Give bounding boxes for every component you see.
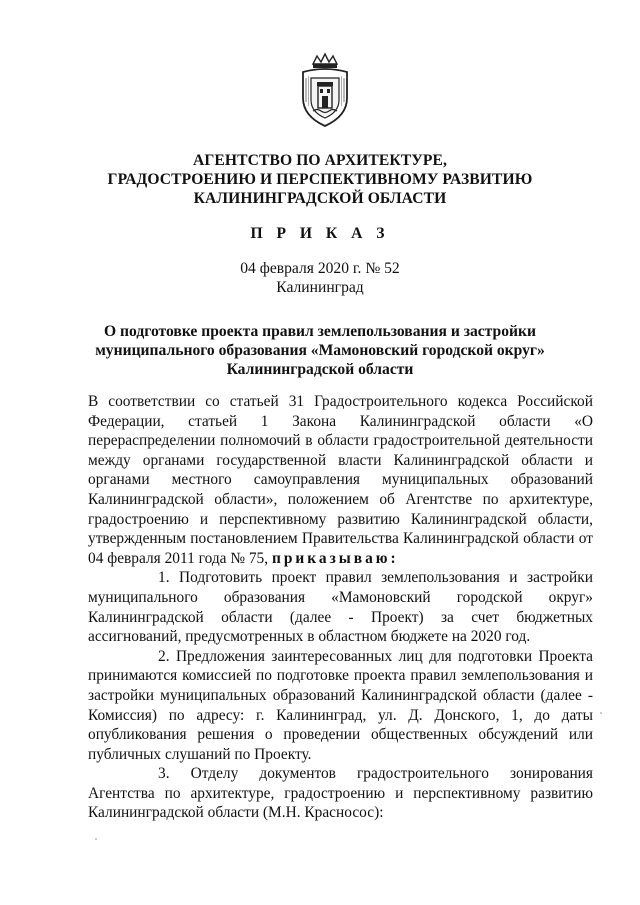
scan-speck <box>600 712 602 714</box>
coat-of-arms-emblem <box>295 50 355 130</box>
item-2-paragraph: 2. Предложения заинтересованных лиц для подготовки Проекта принимаются комиссией по подготовке проекта правил землепользования и застройки муниципальных образований Калининградской области (далее - Комиссия) по адресу: г. Калининград, ул. Д. Донского, 1, до даты опубликования решения о проведении общественных обсуждений или публичных слушаний по Проекту. <box>88 647 593 763</box>
item-1-paragraph: 1. Подготовить проект правил землепользования и застройки муниципального образования «Мамоновский городской округ» Калининградской области (далее - Проект) за счет бюджетных ассигнований, предусмотренных в областном бюджете на 2020 год. <box>88 569 593 646</box>
order-subject <box>60 322 580 379</box>
subject-line-2: муниципального образования «Мамоновский городской округ» <box>95 342 545 359</box>
agency-line-1: АГЕНТСТВО ПО АРХИТЕКТУРЕ, <box>193 152 447 169</box>
order-date-number: 04 февраля 2020 г. № 52 <box>240 260 400 277</box>
scan-speck <box>95 838 97 840</box>
subject-line-1: О подготовке проекта правил землепользования и застройки <box>104 323 536 340</box>
intro-paragraph <box>88 392 593 568</box>
agency-line-2: ГРАДОСТРОЕНИЮ И ПЕРСПЕКТИВНОМУ РАЗВИТИЮ <box>107 171 533 188</box>
item-3-paragraph: 3. Отделу документов градостроительного зонирования Агентства по архитектуре, градостроению и перспективному развитию Калининградской области (М.Н. Красносос): <box>88 765 593 822</box>
intro-text: В соответствии со статьей 31 Градостроительного кодекса Российской Федерации, статьей 1 Закона Калининградской области «О перераспределении полномочий в области градостроительной деятельности между органами государственной власти Калининградской области и органами местного самоуправления муниципальных образований Калининградской области», положением об Агентстве по архитектуре, градостроению и перспективному развитию Калининградской области, утвержденным постановлением Правительства Калининградской области от 04 февраля 2011 года № 75, <box>88 393 593 567</box>
subject-line-3: Калининградской области <box>226 361 414 378</box>
agency-name <box>60 151 580 208</box>
order-title: П Р И К А З <box>250 225 390 242</box>
agency-line-3: КАЛИНИНГРАДСКОЙ ОБЛАСТИ <box>193 190 447 207</box>
intro-command: приказываю: <box>271 549 399 567</box>
order-body <box>88 392 593 823</box>
order-city: Калининград <box>276 279 364 296</box>
